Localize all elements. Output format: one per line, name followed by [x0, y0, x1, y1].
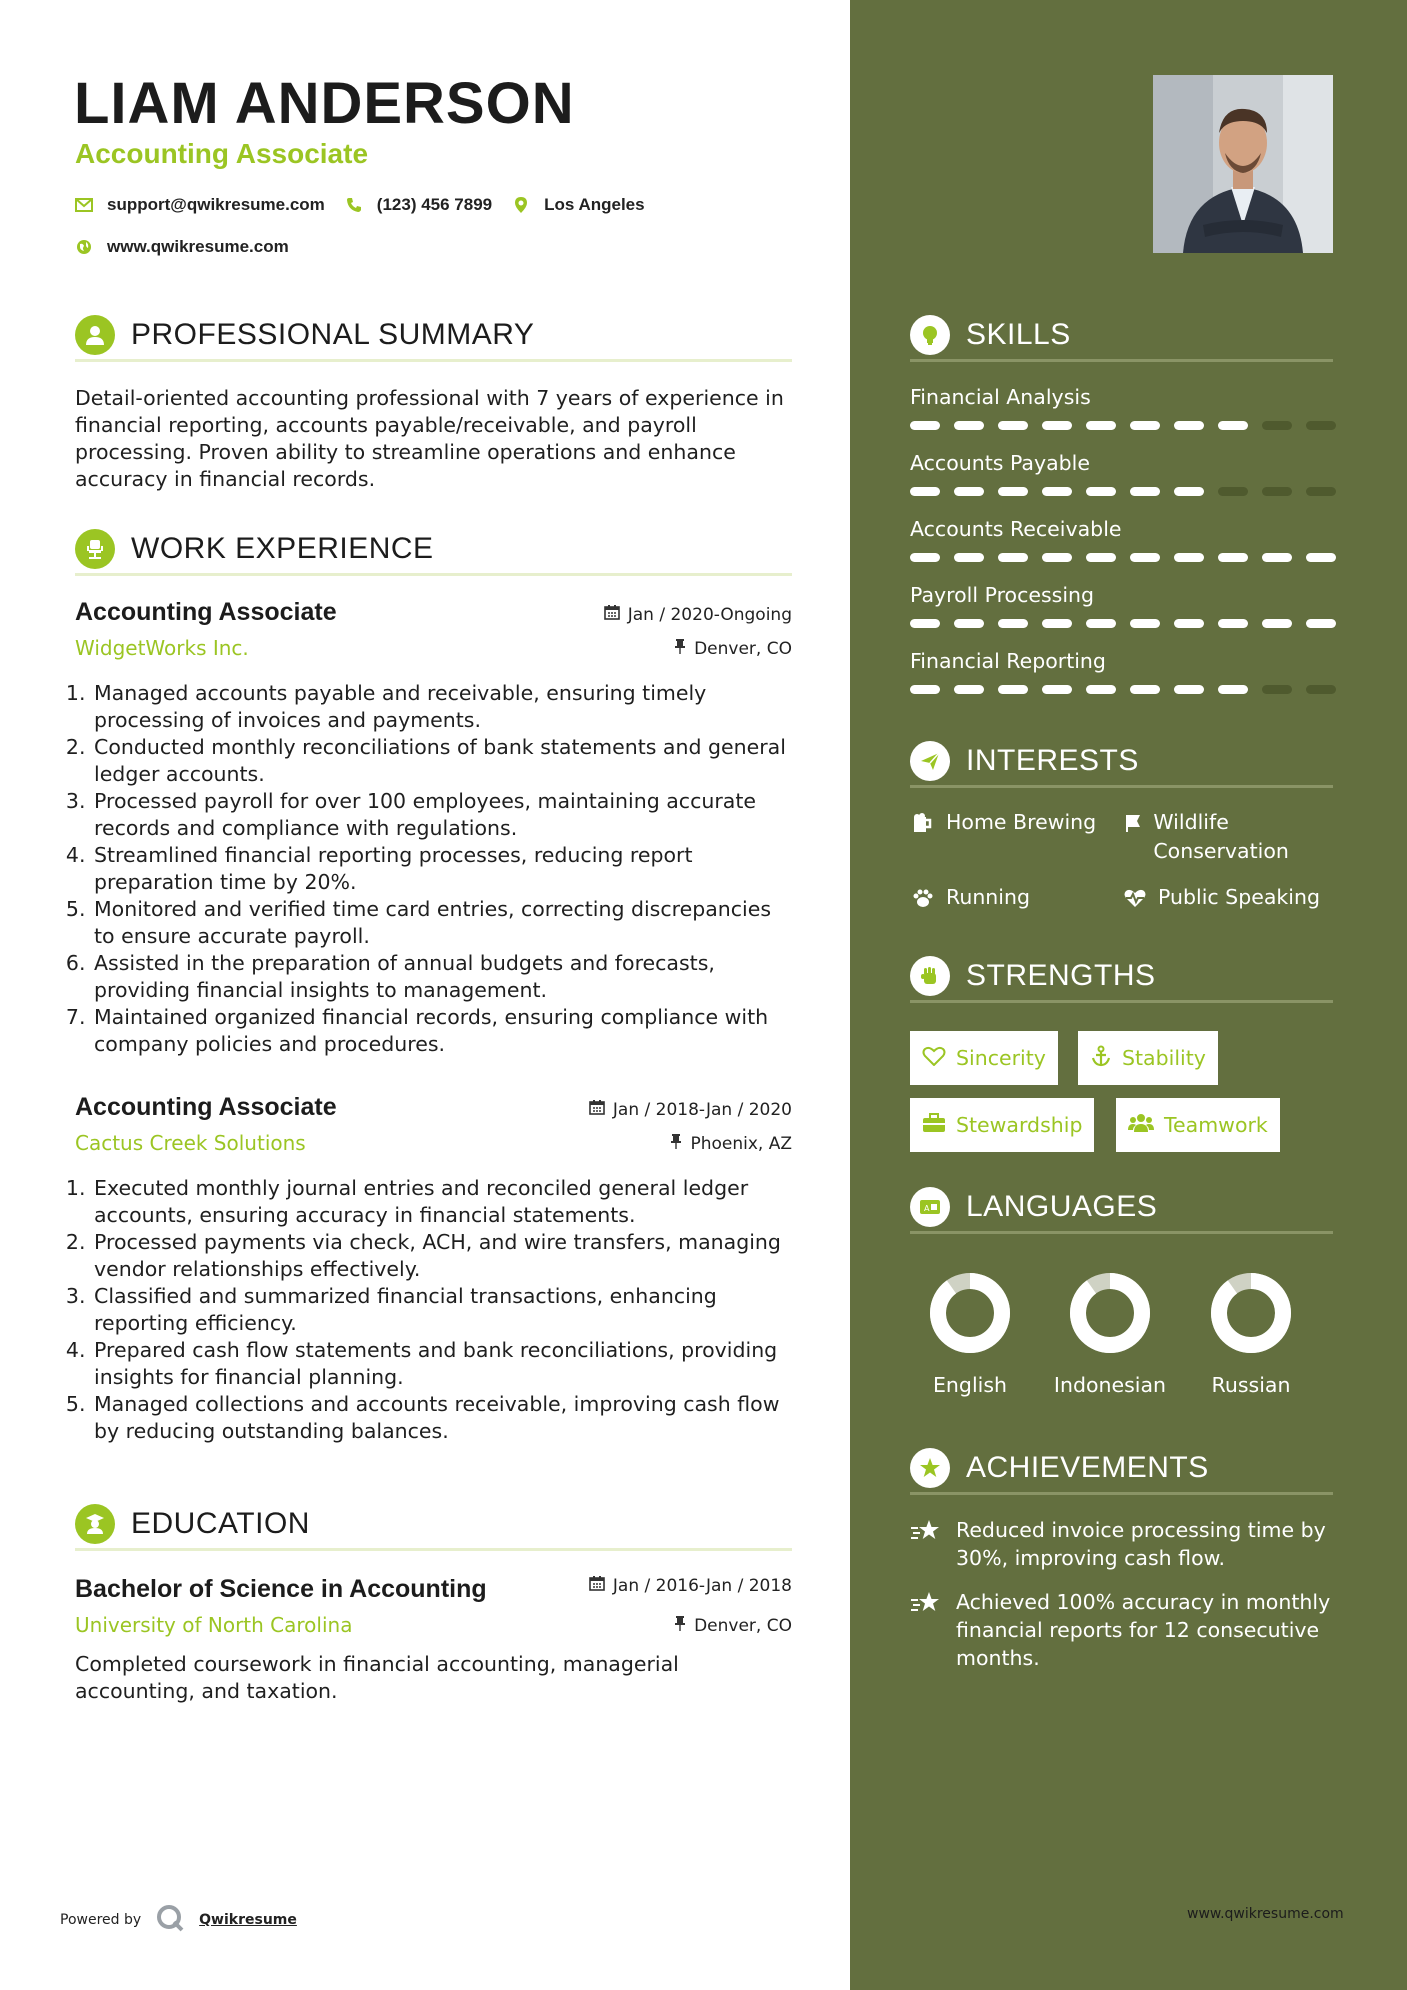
- interest-label: Public Speaking: [1158, 885, 1320, 909]
- list-item: 7. Maintained organized financial records, ensuring compliance with company policies and procedures.: [92, 1004, 795, 1058]
- list-item: 5. Managed collections and accounts receivable, improving cash flow by reducing outstanding balances.: [92, 1391, 795, 1445]
- language-item: [1050, 1271, 1170, 1397]
- skill-level-segment: [1086, 685, 1116, 694]
- language-ring-fill: [1219, 1281, 1283, 1345]
- skill-level-segment: [1042, 487, 1072, 496]
- graduate-icon: [75, 1504, 115, 1544]
- skill-level-segment: [1086, 421, 1116, 430]
- footer-website[interactable]: www.qwikresume.com: [1187, 1906, 1344, 1922]
- skill-level-segment: [1306, 685, 1336, 694]
- phone-text: (123) 456 7899: [376, 195, 493, 214]
- skill-level-segment: [1042, 553, 1072, 562]
- languages-section-header: [910, 1182, 1333, 1234]
- language-level-ring: [1209, 1271, 1293, 1355]
- skill-level-segment: [954, 685, 984, 694]
- contact-website[interactable]: [75, 237, 289, 257]
- briefcase-icon: [922, 1113, 946, 1138]
- language-item: [910, 1271, 1030, 1397]
- language-card-icon: [910, 1187, 950, 1227]
- skill-level-segment: [1262, 421, 1292, 430]
- qwikresume-link[interactable]: Qwikresume: [199, 1912, 297, 1928]
- achievement-item: [910, 1516, 1340, 1572]
- globe-icon: [75, 238, 93, 256]
- language-level-ring: [928, 1271, 1012, 1355]
- language-ring-fill: [938, 1281, 1002, 1345]
- skill-level-segment: [1042, 421, 1072, 430]
- skill-level-segment: [910, 685, 940, 694]
- skill-name: Financial Reporting: [910, 649, 1106, 673]
- strength-chip: Sincerity: [910, 1031, 1058, 1085]
- envelope-icon: [75, 196, 93, 214]
- shooting-star-icon: [910, 1516, 944, 1572]
- skill-name: Accounts Receivable: [910, 517, 1122, 541]
- company-name: WidgetWorks Inc.: [75, 636, 249, 660]
- achievements-section-header: [910, 1443, 1333, 1495]
- profile-photo: [1153, 75, 1333, 253]
- paw-icon: [910, 883, 936, 912]
- job-entry: [75, 598, 792, 1068]
- location-text: Los Angeles: [544, 195, 645, 214]
- skill-level-segment: [1218, 487, 1248, 496]
- skill-level-segment: [1218, 685, 1248, 694]
- pushpin-icon: [674, 1615, 686, 1636]
- fist-icon: [910, 956, 950, 996]
- skill-level-segment: [1174, 487, 1204, 496]
- section-title: STRENGTHS: [966, 958, 1156, 992]
- contact-location: [512, 195, 644, 215]
- anchor-icon: [1090, 1045, 1112, 1072]
- language-item: [1191, 1271, 1311, 1397]
- pushpin-icon: [670, 1133, 682, 1154]
- summary-text: Detail-oriented accounting professional with 7 years of experience in financial reporting, accounts payable/receivable, and payroll processing. Proven ability to streamline operations and enhance accuracy in financial records.: [75, 386, 784, 491]
- list-item: 4. Streamlined financial reporting processes, reducing report preparation time by 20%.: [92, 842, 795, 896]
- interest-item: [910, 808, 1096, 837]
- skill-level-segment: [1174, 619, 1204, 628]
- interest-item: [1122, 808, 1332, 866]
- paw-flag-icon: [1122, 808, 1143, 837]
- skill-level-segment: [1130, 685, 1160, 694]
- skill-level-segment: [1086, 619, 1116, 628]
- star-badge-icon: [910, 1448, 950, 1488]
- interest-label: Running: [946, 885, 1031, 909]
- language-level-ring: [1068, 1271, 1152, 1355]
- beer-mug-icon: [910, 808, 936, 837]
- skill-item: [910, 517, 1333, 541]
- contact-email[interactable]: [75, 195, 325, 215]
- section-title: SKILLS: [966, 317, 1071, 351]
- skill-level-bar: [910, 421, 1336, 430]
- language-name: English: [932, 1373, 1008, 1397]
- skill-level-segment: [1174, 685, 1204, 694]
- list-item: 2. Processed payments via check, ACH, and wire transfers, managing vendor relationships effectively.: [92, 1229, 795, 1283]
- section-title: ACHIEVEMENTS: [966, 1450, 1209, 1484]
- skill-level-segment: [1262, 487, 1292, 496]
- section-title: INTERESTS: [966, 743, 1139, 777]
- shooting-star-icon: [910, 1588, 944, 1672]
- job-title: Accounting Associate: [75, 598, 337, 626]
- list-item: 6. Assisted in the preparation of annual budgets and forecasts, providing financial insights to management.: [92, 950, 795, 1004]
- skill-level-segment: [1130, 553, 1160, 562]
- skill-item: [910, 583, 1333, 607]
- skill-level-segment: [910, 553, 940, 562]
- interests-section-header: [910, 736, 1333, 788]
- education-text: Completed coursework in financial accounting, managerial accounting, and taxation.: [75, 1652, 679, 1703]
- skill-level-segment: [954, 421, 984, 430]
- list-item: 3. Processed payroll for over 100 employees, maintaining accurate records and compliance with regulations.: [92, 788, 795, 842]
- user-icon: [75, 315, 115, 355]
- skill-level-segment: [1262, 553, 1292, 562]
- powered-by-label: Powered by: [60, 1912, 142, 1928]
- company-name: Cactus Creek Solutions: [75, 1131, 306, 1155]
- job-entry: [75, 1093, 792, 1453]
- skill-level-segment: [998, 685, 1028, 694]
- education-location: Denver, CO: [674, 1615, 792, 1636]
- skill-level-segment: [1130, 421, 1160, 430]
- team-icon: [1128, 1113, 1154, 1138]
- interest-label: Wildlife Conservation: [1153, 810, 1289, 863]
- skill-level-segment: [1306, 421, 1336, 430]
- heartbeat-icon: [1122, 883, 1148, 912]
- school-name: University of North Carolina: [75, 1613, 353, 1637]
- map-pin-icon: [512, 196, 530, 214]
- skill-level-segment: [1262, 619, 1292, 628]
- calendar-icon: [604, 604, 620, 625]
- skill-level-segment: [910, 487, 940, 496]
- skill-level-segment: [954, 619, 984, 628]
- footer-powered-by: [60, 1903, 297, 1937]
- interest-item: [1122, 883, 1320, 912]
- language-name: Russian: [1211, 1373, 1291, 1397]
- summary-section-header: [75, 310, 792, 362]
- office-chair-icon: [75, 529, 115, 569]
- strength-chip: Stewardship: [910, 1098, 1094, 1152]
- language-ring-fill: [1078, 1281, 1142, 1345]
- education-section-header: [75, 1499, 792, 1551]
- section-title: EDUCATION: [131, 1506, 310, 1540]
- list-item: 1. Managed accounts payable and receivable, ensuring timely processing of invoices and payments.: [92, 680, 795, 734]
- skill-level-segment: [1086, 487, 1116, 496]
- job-bullets: [75, 680, 795, 1058]
- skill-level-segment: [1086, 553, 1116, 562]
- skill-level-bar: [910, 553, 1336, 562]
- contact-phone[interactable]: [345, 195, 492, 215]
- skill-item: [910, 385, 1333, 409]
- pushpin-icon: [674, 638, 686, 659]
- skill-name: Financial Analysis: [910, 385, 1091, 409]
- job-title: Accounting Associate: [75, 1093, 337, 1121]
- skill-level-bar: [910, 619, 1336, 628]
- job-dates: Jan / 2018-Jan / 2020: [589, 1099, 792, 1120]
- skill-level-segment: [1218, 619, 1248, 628]
- section-title: PROFESSIONAL SUMMARY: [131, 317, 535, 351]
- degree-title: Bachelor of Science in Accounting: [75, 1575, 487, 1603]
- job-location: Phoenix, AZ: [670, 1133, 792, 1154]
- skill-level-segment: [910, 421, 940, 430]
- skill-level-segment: [954, 553, 984, 562]
- candidate-name: LIAM ANDERSON: [74, 71, 575, 136]
- skill-item: [910, 649, 1333, 673]
- strength-chip: Teamwork: [1116, 1098, 1280, 1152]
- skill-level-segment: [1218, 421, 1248, 430]
- skill-level-segment: [1262, 685, 1292, 694]
- skill-level-segment: [954, 487, 984, 496]
- skill-level-bar: [910, 685, 1336, 694]
- education-dates: Jan / 2016-Jan / 2018: [589, 1575, 792, 1596]
- language-name: Indonesian: [1053, 1373, 1167, 1397]
- phone-icon: [345, 196, 363, 214]
- contact-row: [75, 192, 645, 218]
- skill-level-segment: [910, 619, 940, 628]
- achievement-text: Achieved 100% accuracy in monthly financial reports for 12 consecutive months.: [956, 1590, 1331, 1670]
- skill-name: Accounts Payable: [910, 451, 1090, 475]
- section-title: LANGUAGES: [966, 1189, 1158, 1223]
- job-location: Denver, CO: [674, 638, 792, 659]
- skill-level-segment: [1042, 619, 1072, 628]
- skill-level-segment: [1042, 685, 1072, 694]
- interest-item: [910, 883, 1030, 912]
- paper-plane-icon: [910, 741, 950, 781]
- skill-name: Payroll Processing: [910, 583, 1095, 607]
- section-title: WORK EXPERIENCE: [131, 531, 434, 565]
- skill-level-segment: [1174, 421, 1204, 430]
- skill-level-bar: [910, 487, 1336, 496]
- skill-level-segment: [998, 619, 1028, 628]
- lightbulb-icon: [910, 315, 950, 355]
- education-entry: [75, 1575, 792, 1715]
- list-item: 2. Conducted monthly reconciliations of bank statements and general ledger accounts.: [92, 734, 795, 788]
- list-item: 1. Executed monthly journal entries and reconciled general ledger accounts, ensuring accuracy in financial statements.: [92, 1175, 795, 1229]
- skill-level-segment: [1306, 487, 1336, 496]
- list-item: 5. Monitored and verified time card entries, correcting discrepancies to ensure accurate payroll.: [92, 896, 795, 950]
- calendar-icon: [589, 1575, 605, 1596]
- skills-section-header: [910, 310, 1333, 362]
- qwikresume-logo-icon: [155, 1903, 185, 1937]
- list-item: 3. Classified and summarized financial transactions, enhancing reporting efficiency.: [92, 1283, 795, 1337]
- skill-item: [910, 451, 1333, 475]
- interest-label: Home Brewing: [946, 810, 1097, 834]
- job-dates: Jan / 2020-Ongoing: [604, 604, 792, 625]
- skill-level-segment: [1306, 553, 1336, 562]
- achievement-item: [910, 1588, 1340, 1672]
- skill-level-segment: [1218, 553, 1248, 562]
- calendar-icon: [589, 1099, 605, 1120]
- skill-level-segment: [1130, 487, 1160, 496]
- achievement-text: Reduced invoice processing time by 30%, improving cash flow.: [956, 1518, 1326, 1570]
- svg-text:A: A: [924, 1203, 930, 1213]
- email-text: support@qwikresume.com: [107, 195, 325, 214]
- strengths-section-header: [910, 951, 1333, 1003]
- candidate-title: Accounting Associate: [75, 138, 369, 169]
- skill-level-segment: [998, 487, 1028, 496]
- skill-level-segment: [1306, 619, 1336, 628]
- skill-level-segment: [998, 553, 1028, 562]
- skill-level-segment: [1174, 553, 1204, 562]
- job-bullets: [75, 1175, 795, 1445]
- contact-row-2: [75, 234, 289, 260]
- strength-chip: Stability: [1078, 1031, 1218, 1085]
- skill-level-segment: [998, 421, 1028, 430]
- experience-section-header: [75, 524, 792, 576]
- list-item: 4. Prepared cash flow statements and bank reconciliations, providing insights for financial planning.: [92, 1337, 795, 1391]
- website-text: www.qwikresume.com: [107, 237, 289, 256]
- heart-icon: [922, 1046, 946, 1071]
- skill-level-segment: [1130, 619, 1160, 628]
